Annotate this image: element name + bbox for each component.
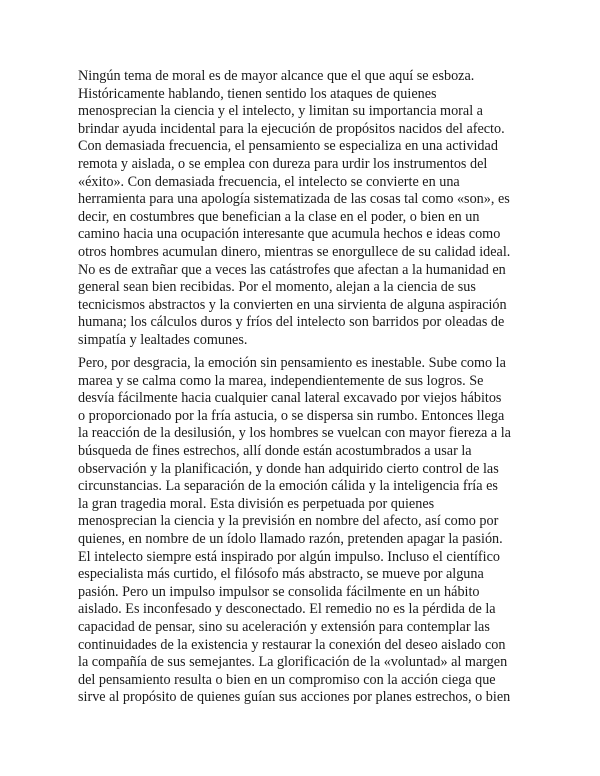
text-line: humana; los cálculos duros y fríos del intelecto son barridos por oleadas de: [78, 314, 505, 331]
text-line: marea y se calma como la marea, independientemente de sus logros. Se: [78, 372, 484, 389]
text-line: la gran tragedia moral. Esta división es perpetuada por quienes: [78, 495, 435, 512]
text-line: capacidad de pensar, sino su aceleración y extensión para contemplar las: [78, 618, 490, 635]
text-line: Históricamente hablando, tienen sentido los ataques de quienes: [78, 85, 437, 102]
text-line: Pero, por desgracia, la emoción sin pensamiento es inestable. Sube como la: [78, 355, 506, 371]
text-line: tecnicismos abstractos y la convierten en una sirvienta de alguna aspiración: [78, 296, 507, 313]
text-line: búsqueda de fines estrechos, allí donde están acostumbrados a usar la: [78, 442, 472, 459]
text-line: simpatía y lealtades comunes.: [78, 331, 248, 348]
text-line: observación y la planificación, y donde han adquirido cierto control de las: [78, 460, 499, 477]
text-line: No es de extrañar que a veces las catástrofes que afectan a la humanidad en: [78, 261, 506, 278]
paragraph-2: [78, 355, 525, 707]
text-line: del pensamiento resulta o bien en un compromiso con la acción ciega que: [78, 671, 496, 688]
text-line: remota y aislada, o se emplea con dureza para urdir los instrumentos del: [78, 155, 488, 172]
text-line: la reacción de la desilusión, y los hombres se vuelcan con mayor fiereza a la: [78, 425, 511, 442]
text-line: «éxito». Con demasiada frecuencia, el intelecto se convierte en una: [78, 173, 460, 190]
text-line: o proporcionado por la fría astucia, o se dispersa sin rumbo. Entonces llega: [78, 407, 505, 424]
text-line: general sean bien recibidas. Por el momento, alejan a la ciencia de sus: [78, 279, 476, 296]
paragraph-1: [78, 68, 525, 350]
text-line: brindar ayuda incidental para la ejecución de propósitos nacidos del afecto.: [78, 120, 505, 137]
text-line: menosprecian la ciencia y la previsión en nombre del afecto, así como por: [78, 513, 499, 530]
text-line: herramienta para una apología sistematizada de las cosas tal como «son», es: [78, 191, 510, 208]
text-line: continuidades de la existencia y restaurar la conexión del deseo aislado con: [78, 636, 506, 653]
text-line: la compañía de sus semejantes. La glorificación de la «voluntad» al margen: [78, 654, 508, 671]
text-line: quienes, en nombre de un ídolo llamado razón, pretenden apagar la pasión.: [78, 530, 503, 547]
text-line: El intelecto siempre está inspirado por algún impulso. Incluso el científico: [78, 548, 500, 565]
text-line: pasión. Pero un impulso impulsor se consolida fácilmente en un hábito: [78, 583, 480, 600]
text-line: desvía fácilmente hacia cualquier canal lateral excavado por viejos hábitos: [78, 390, 502, 407]
text-line: Ningún tema de moral es de mayor alcance que el que aquí se esboza.: [78, 68, 475, 84]
text-line: sirve al propósito de quienes guían sus acciones por planes estrechos, o bien: [78, 689, 511, 706]
text-line: aislado. Es inconfesado y desconectado. El remedio no es la pérdida de la: [78, 601, 496, 618]
text-line: decir, en costumbres que benefician a la clase en el poder, o bien en un: [78, 208, 480, 225]
text-line: circunstancias. La separación de la emoción cálida y la inteligencia fría es: [78, 478, 498, 495]
text-line: otros hombres acumulan dinero, mientras se enorgullece de su calidad ideal.: [78, 243, 511, 260]
text-line: menosprecian la ciencia y el intelecto, y limitan su importancia moral a: [78, 103, 483, 120]
text-line: camino hacia una ocupación interesante que acumula hechos e ideas como: [78, 226, 501, 243]
text-line: especialista más curtido, el filósofo más abstracto, se mueve por alguna: [78, 566, 484, 583]
text-line: Con demasiada frecuencia, el pensamiento se especializa en una actividad: [78, 138, 498, 155]
